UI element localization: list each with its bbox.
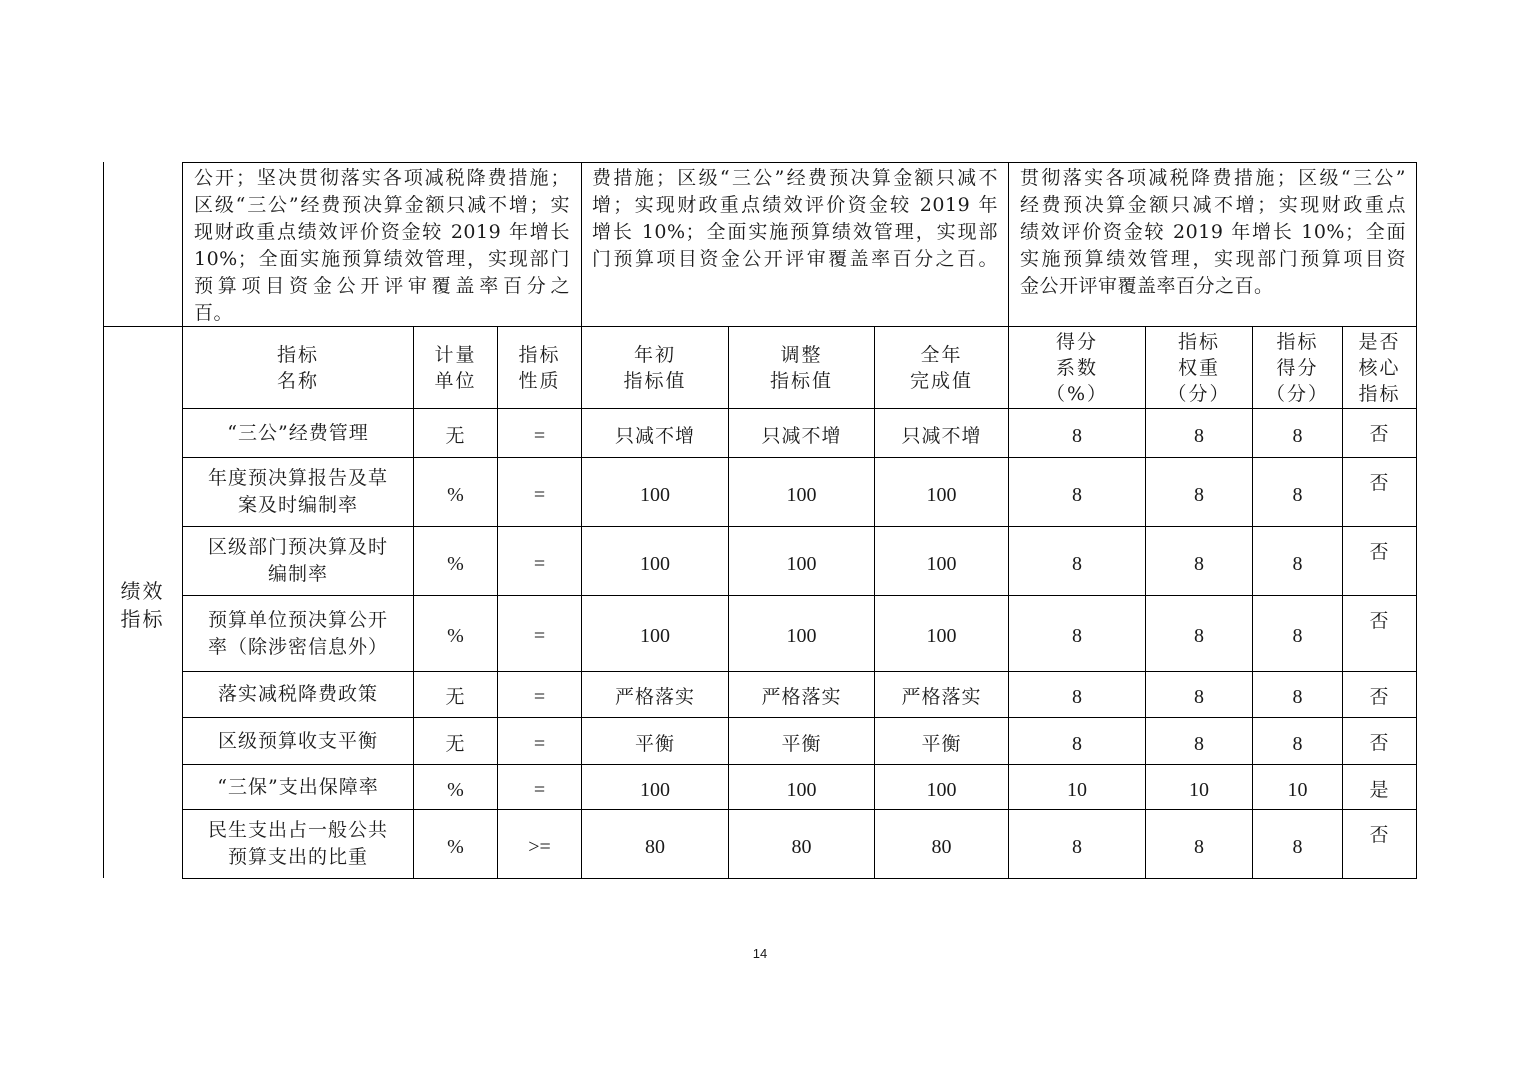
header-line: 计量 [434, 343, 477, 366]
cell-value: 否 [1369, 423, 1390, 445]
text-line: 经费预决算金额只减不增；实现财政重点 [1020, 194, 1406, 216]
unit-cell [414, 672, 497, 717]
text-line: 公开；坚决贯彻落实各项减税降费措施； [194, 167, 570, 189]
cell-value: = [533, 552, 546, 575]
is-core-cell [1343, 458, 1416, 526]
header-is-core [1343, 327, 1416, 408]
nature-cell [498, 765, 581, 809]
header-line: 年初 [633, 343, 676, 366]
header-line: 是否 [1358, 330, 1401, 353]
header-nature [498, 327, 581, 408]
completed-value-cell [875, 458, 1008, 526]
unit-cell [414, 596, 497, 671]
nature-cell [498, 810, 581, 878]
text-line: 费措施；区级“三公”经费预决算金额只减不 [592, 167, 998, 189]
indicator-name-cell [183, 718, 413, 764]
score-cell [1253, 810, 1342, 878]
cell-value: 8 [1194, 835, 1204, 858]
is-core-cell [1343, 527, 1416, 595]
initial-value-cell [582, 596, 728, 671]
nature-cell [498, 672, 581, 717]
cell-value: 严格落实 [761, 686, 842, 708]
header-initial-value [582, 327, 728, 408]
cell-value: 100 [786, 625, 817, 647]
completed-value-cell [875, 409, 1008, 457]
score-coefficient-cell [1009, 672, 1145, 717]
cell-value: 100 [786, 778, 817, 801]
indicator-name-line: 率（除涉密信息外） [207, 635, 388, 658]
cell-value: = [533, 778, 546, 801]
header-line: 全年 [920, 343, 963, 366]
score-coefficient-cell [1009, 458, 1145, 526]
cell-value: = [533, 625, 546, 647]
indicator-name-line: “三公”经费管理 [227, 421, 369, 444]
cell-value: 10 [1189, 778, 1209, 801]
is-core-cell [1343, 672, 1416, 717]
nature-cell [498, 527, 581, 595]
text-line: 百。 [194, 302, 234, 324]
cell-value: 无 [445, 686, 466, 708]
cell-value: % [447, 483, 464, 506]
weight-cell [1146, 596, 1252, 671]
score-cell [1253, 718, 1342, 764]
adjusted-value-cell [729, 527, 874, 595]
indicator-name-line: 预算支出的比重 [227, 846, 368, 868]
cell-value: 80 [645, 835, 665, 858]
header-line: 系数 [1055, 356, 1098, 379]
cell-value: 8 [1194, 686, 1204, 708]
cell-value: 100 [640, 483, 670, 506]
cell-value: 否 [1369, 541, 1390, 563]
nature-cell [498, 718, 581, 764]
text-line: 绩效评价资金较 2019 年增长 10%；全面 [1020, 221, 1406, 243]
header-line: 核心 [1358, 356, 1401, 379]
header-line: 指标值 [769, 369, 833, 392]
cell-value: 8 [1292, 552, 1303, 575]
cell-value: 无 [445, 424, 466, 447]
completed-value-cell [875, 527, 1008, 595]
header-weight [1146, 327, 1252, 408]
intro-col2-text [592, 165, 998, 273]
cell-value: 100 [640, 552, 670, 575]
header-indicator-name [183, 327, 413, 408]
cell-value: 严格落实 [614, 686, 695, 708]
header-line: 指标 [1358, 382, 1401, 405]
cell-value: 8 [1072, 732, 1082, 755]
text-line: 现财政重点绩效评价资金较 2019 年增长 [194, 221, 570, 243]
cell-value: 10 [1287, 778, 1308, 801]
initial-value-cell [582, 527, 728, 595]
cell-value: 8 [1072, 483, 1082, 506]
indicator-name-line: 区级预算收支平衡 [217, 729, 378, 752]
unit-cell [414, 718, 497, 764]
unit-cell [414, 409, 497, 457]
cell-value: % [447, 625, 464, 647]
score-coefficient-cell [1009, 765, 1145, 809]
unit-cell [414, 765, 497, 809]
score-cell [1253, 527, 1342, 595]
indicator-name-line: 案及时编制率 [237, 494, 358, 516]
indicator-name-cell [183, 672, 413, 717]
header-line: 单位 [434, 369, 477, 392]
score-cell [1253, 765, 1342, 809]
score-coefficient-cell [1009, 596, 1145, 671]
cell-value: % [447, 778, 464, 801]
cell-value: % [447, 552, 464, 575]
score-cell [1253, 409, 1342, 457]
header-line: 调整 [780, 343, 823, 366]
text-line: 区级“三公”经费预决算金额只减不增；实 [194, 194, 570, 216]
indicator-name-cell [183, 596, 413, 671]
unit-cell [414, 810, 497, 878]
header-adjusted-value [729, 327, 874, 408]
header-unit [414, 327, 497, 408]
indicator-name-line: 预算单位预决算公开 [207, 608, 388, 631]
cell-value: 否 [1369, 686, 1390, 708]
score-coefficient-cell [1009, 527, 1145, 595]
adjusted-value-cell [729, 810, 874, 878]
adjusted-value-cell [729, 458, 874, 526]
adjusted-value-cell [729, 765, 874, 809]
initial-value-cell [582, 765, 728, 809]
cell-value: 只减不增 [761, 424, 842, 447]
cell-value: 8 [1292, 625, 1303, 647]
indicator-name-line: “三保”支出保障率 [217, 775, 379, 798]
cell-value: 否 [1369, 824, 1390, 846]
adjusted-value-cell [729, 596, 874, 671]
cell-value: 8 [1194, 552, 1204, 575]
initial-value-cell [582, 409, 728, 457]
header-line: （分） [1265, 382, 1329, 405]
page-number: 14 [752, 946, 768, 961]
cell-value: 严格落实 [901, 686, 982, 708]
section-label-line: 绩效 [120, 579, 165, 603]
cell-value: 8 [1292, 483, 1303, 506]
cell-value: 8 [1072, 835, 1082, 858]
cell-value: 平衡 [921, 732, 962, 755]
cell-value: 8 [1194, 483, 1204, 506]
unit-cell [414, 527, 497, 595]
score-cell [1253, 458, 1342, 526]
unit-cell [414, 458, 497, 526]
completed-value-cell [875, 765, 1008, 809]
cell-value: 10 [1067, 778, 1087, 801]
cell-value: 8 [1292, 424, 1303, 447]
score-cell [1253, 596, 1342, 671]
adjusted-value-cell [729, 409, 874, 457]
cell-value: 80 [931, 835, 952, 858]
weight-cell [1146, 718, 1252, 764]
cell-value: 8 [1194, 424, 1204, 447]
cell-value: = [533, 483, 546, 506]
cell-value: 8 [1072, 552, 1082, 575]
cell-value: = [533, 732, 546, 755]
completed-value-cell [875, 596, 1008, 671]
is-core-cell [1343, 409, 1416, 457]
header-line: （%） [1045, 382, 1109, 405]
score-coefficient-cell [1009, 718, 1145, 764]
nature-cell [498, 596, 581, 671]
weight-cell [1146, 458, 1252, 526]
weight-cell [1146, 409, 1252, 457]
cell-value: 无 [445, 732, 466, 755]
indicator-name-line: 落实减税降费政策 [217, 683, 378, 705]
indicator-name-cell [183, 810, 413, 878]
text-line: 贯彻落实各项减税降费措施；区级“三公” [1020, 167, 1406, 189]
completed-value-cell [875, 718, 1008, 764]
header-score-coefficient [1009, 327, 1145, 408]
cell-value: 8 [1072, 686, 1082, 708]
cell-value: 否 [1369, 732, 1390, 754]
completed-value-cell [875, 672, 1008, 717]
cell-value: 80 [791, 835, 812, 858]
section-label-line: 指标 [120, 607, 165, 631]
cell-value: 否 [1369, 610, 1390, 632]
header-line: 得分 [1276, 356, 1319, 379]
header-line: 性质 [518, 369, 561, 392]
text-line: 10%；全面实施预算绩效管理，实现部门 [194, 248, 570, 270]
header-line: 指标 [518, 343, 561, 366]
cell-value: = [533, 686, 546, 708]
cell-value: >= [528, 835, 551, 858]
weight-cell [1146, 527, 1252, 595]
cell-value: = [533, 424, 546, 447]
header-completed-value [875, 327, 1008, 408]
score-coefficient-cell [1009, 810, 1145, 878]
text-line: 预算项目资金公开评审覆盖率百分之 [194, 275, 570, 297]
indicator-name-line: 年度预决算报告及草 [207, 467, 388, 489]
cell-value: 平衡 [634, 732, 675, 755]
header-line: （分） [1167, 382, 1231, 405]
text-line: 增长 10%；全面实施预算绩效管理，实现部 [592, 221, 998, 243]
weight-cell [1146, 672, 1252, 717]
completed-value-cell [875, 810, 1008, 878]
is-core-cell [1343, 596, 1416, 671]
cell-value: 100 [786, 552, 817, 575]
indicator-name-cell [183, 765, 413, 809]
cell-value: 8 [1292, 835, 1303, 858]
cell-value: 100 [926, 552, 957, 575]
is-core-cell [1343, 765, 1416, 809]
header-line: 指标 [1276, 330, 1319, 353]
initial-value-cell [582, 718, 728, 764]
weight-cell [1146, 810, 1252, 878]
cell-value: 100 [786, 483, 817, 506]
initial-value-cell [582, 672, 728, 717]
header-line: 指标 [276, 343, 319, 366]
header-line: 指标 [1177, 330, 1220, 353]
section-label [103, 575, 182, 635]
header-line: 完成值 [909, 369, 973, 392]
intro-col1-text [194, 165, 570, 327]
cell-value: 8 [1292, 686, 1303, 708]
adjusted-value-cell [729, 718, 874, 764]
cell-value: 8 [1194, 732, 1204, 755]
header-score [1253, 327, 1342, 408]
nature-cell [498, 458, 581, 526]
cell-value: 100 [926, 483, 957, 506]
cell-value: 只减不增 [901, 424, 982, 447]
header-line: 指标值 [623, 369, 687, 392]
cell-value: % [447, 835, 464, 858]
text-line: 门预算项目资金公开评审覆盖率百分之百。 [592, 248, 998, 270]
cell-value: 8 [1292, 732, 1303, 755]
score-cell [1253, 672, 1342, 717]
indicator-name-line: 区级部门预决算及时 [207, 536, 388, 558]
text-line: 增；实现财政重点绩效评价资金较 2019 年 [592, 194, 998, 216]
initial-value-cell [582, 810, 728, 878]
indicator-name-cell [183, 458, 413, 526]
is-core-cell [1343, 718, 1416, 764]
is-core-cell [1343, 810, 1416, 878]
initial-value-cell [582, 458, 728, 526]
header-line: 权重 [1177, 356, 1220, 379]
cell-value: 否 [1369, 472, 1390, 494]
weight-cell [1146, 765, 1252, 809]
intro-col3-text [1020, 165, 1406, 300]
cell-value: 100 [640, 625, 670, 647]
cell-value: 是 [1369, 779, 1390, 801]
cell-value: 平衡 [781, 732, 822, 755]
adjusted-value-cell [729, 672, 874, 717]
text-line: 金公开评审覆盖率百分之百。 [1020, 275, 1274, 297]
cell-value: 8 [1072, 424, 1082, 447]
header-line: 名称 [276, 369, 319, 392]
cell-value: 8 [1072, 625, 1082, 647]
cell-value: 8 [1194, 625, 1204, 647]
cell-value: 100 [926, 778, 957, 801]
header-line: 得分 [1055, 330, 1098, 353]
text-line: 实施预算绩效管理，实现部门预算项目资 [1020, 248, 1406, 270]
nature-cell [498, 409, 581, 457]
cell-value: 100 [640, 778, 670, 801]
cell-value: 只减不增 [614, 424, 695, 447]
indicator-name-line: 编制率 [267, 563, 328, 585]
indicator-name-line: 民生支出占一般公共 [207, 819, 388, 841]
cell-value: 100 [926, 625, 957, 647]
score-coefficient-cell [1009, 409, 1145, 457]
indicator-name-cell [183, 527, 413, 595]
indicator-name-cell [183, 409, 413, 457]
